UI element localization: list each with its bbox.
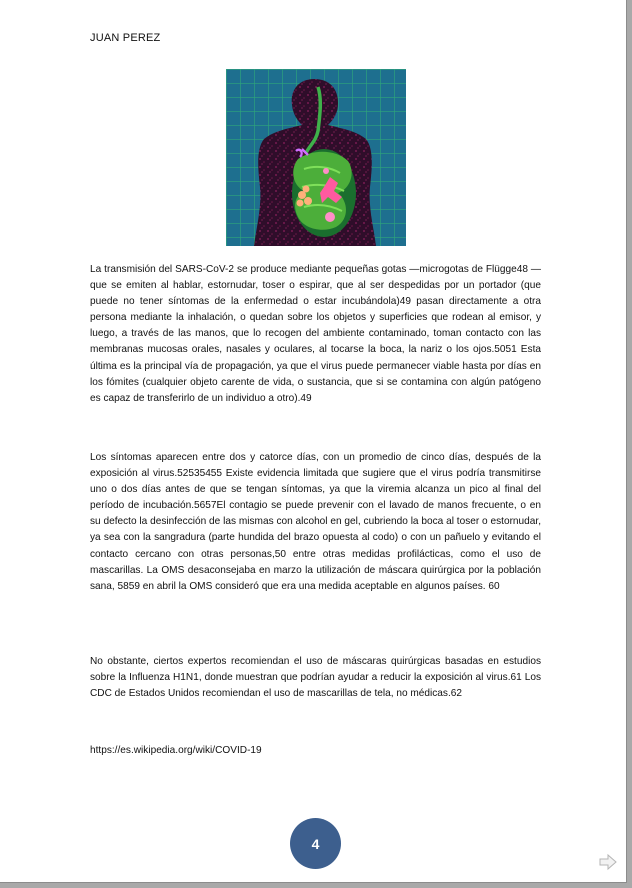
body-paragraph-masks: No obstante, ciertos expertos recomiendan el uso de máscaras quirúrgicas basadas en estudios sobre la Influenza H1N1, donde muestran que podrían ayudar a reducir la exposición al virus.61 Los CDC de Estados Unidos recomiendan el uso de mascarillas de tela, no médicas.62 [90,656,541,700]
page-shadow-bottom [0,883,632,888]
page-number-badge: 4 [290,818,341,869]
human-torso-virus-illustration-icon [226,69,406,246]
page-shadow-right [627,0,632,888]
body-paragraph-transmission: La transmisión del SARS-CoV-2 se produce mediante pequeñas gotas —microgotas de Flügge48 — que se emiten al hablar, estornudar, toser o espirar, que al ser despedidas por un portador (que puede no tener síntomas de la enfermedad o estar incubándola)49 pasan directamente a otra persona mediante la inhalación, o quedan sobre los objetos y superficies que rodean al emisor, y luego, a través de las manos, que lo recogen del ambiente contaminado, toman contacto con las membranas mucosas orales, nasales y oculares, al tocarse la boca, la nariz o los ojos.5051 Esta última es la principal vía de propagación, ya que el virus puede permanecer viable hasta por días en los fómites (cualquier objeto carente de vida, o sustancia, que si se contamina con algún patógeno es capaz de transferirlo de un individuo a otro).49 [90,264,541,404]
source-link[interactable]: https://es.wikipedia.org/wiki/COVID-19 [90,745,262,756]
next-page-arrow-icon[interactable] [598,853,618,871]
body-paragraph-symptoms: Los síntomas aparecen entre dos y catorce días, con un promedio de cinco días, después de la exposición al virus.52535455 Existe evidencia limitada que sugiere que el virus podría transmitirse uno o dos días antes de que se tengan síntomas, ya que la viremia alcanza un pico al final del período de incubación.5657El contagio se puede prevenir con el lavado de manos frecuente, o en su defecto la desinfección de las mismas con alcohol en gel, cubriendo la boca al toser o estornudar, ya sea con la sangradura (parte hundida del brazo opuesta al codo) o con un pañuelo y evitando el contacto cercano con otras personas,50 entre otras medidas profilácticas, como el uso de mascarillas. La OMS desaconsejaba en marzo la utilización de máscara quirúrgica por la población sana, 5859 en abril la OMS consideró que era una medida aceptable en algunos países. 60 [90,452,541,592]
author-name: JUAN PEREZ [90,32,161,44]
